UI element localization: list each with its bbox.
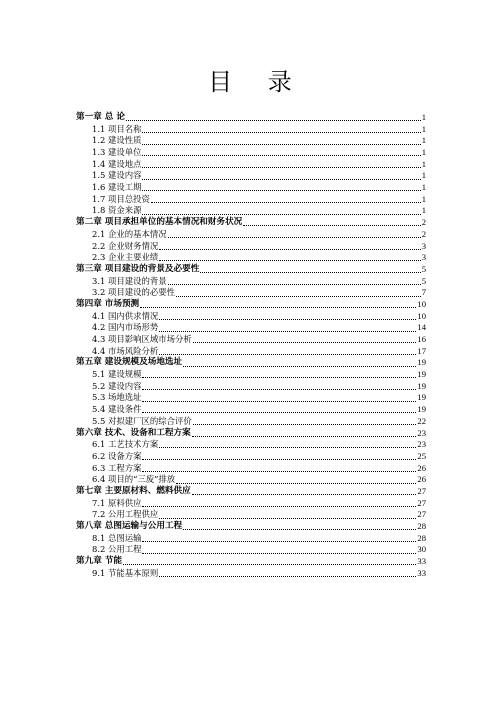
toc-entry-label: 第一章 总 论	[76, 111, 125, 122]
toc-entry-label: 5.4 建设条件	[92, 404, 142, 415]
dot-leader	[159, 517, 416, 519]
toc-page-number: 25	[417, 450, 426, 461]
toc-page-number: 16	[417, 334, 426, 345]
toc-entry-label: 第二章 项目承担单位的基本情况和财务状况	[76, 217, 243, 228]
toc-page-number: 23	[417, 427, 426, 438]
dot-leader	[243, 224, 420, 226]
dot-leader	[183, 528, 416, 530]
toc-chapter-entry[interactable]	[76, 112, 426, 124]
toc-page-number: 10	[417, 310, 426, 321]
toc-entry-label: 1.8 资金来源	[92, 205, 142, 216]
toc-section-entry[interactable]	[76, 287, 426, 299]
toc-section-entry[interactable]	[76, 159, 426, 171]
toc-entry-label: 1.5 建设内容	[92, 170, 142, 181]
toc-entry-label: 2.2 企业财务情况	[92, 240, 159, 251]
toc-entry-label: 5.2 建设内容	[92, 380, 142, 391]
toc-entry-label: 第四章 市场预测	[76, 298, 140, 309]
toc-section-entry[interactable]	[76, 334, 426, 346]
dot-leader	[183, 365, 416, 367]
dot-leader	[142, 411, 416, 413]
toc-section-entry[interactable]	[76, 194, 426, 206]
toc-page-number: 28	[417, 521, 426, 532]
toc-entry-label: 4.4 市场风险分析	[92, 345, 159, 356]
toc-chapter-entry[interactable]	[76, 521, 426, 533]
toc-chapter-entry[interactable]	[76, 556, 426, 568]
toc-page-number: 27	[417, 497, 426, 508]
dot-leader	[176, 295, 421, 297]
toc-entry-label: 4.3 项目影响区域市场分析	[92, 334, 192, 345]
toc-entry-label: 6.2 设备方案	[92, 450, 142, 461]
toc-page-number: 19	[417, 357, 426, 368]
toc-page-number: 26	[417, 474, 426, 485]
toc-page-number: 17	[417, 345, 426, 356]
page-title: 目 录	[208, 68, 306, 96]
table-of-contents	[76, 112, 426, 580]
dot-leader	[142, 388, 416, 390]
dot-leader	[142, 154, 420, 156]
toc-entry-label: 第五章 建设规模及场地选址	[76, 357, 183, 368]
dot-leader	[159, 353, 416, 355]
toc-page-number: 23	[417, 439, 426, 450]
toc-section-entry[interactable]	[76, 311, 426, 323]
toc-page-number: 27	[417, 509, 426, 520]
toc-section-entry[interactable]	[76, 206, 426, 218]
toc-entry-label: 9.1 节能基本原则	[92, 567, 159, 578]
toc-page-number: 1	[421, 182, 426, 193]
toc-page-number: 2	[421, 228, 426, 239]
toc-section-entry[interactable]	[76, 182, 426, 194]
toc-page-number: 19	[417, 392, 426, 403]
dot-leader	[193, 423, 417, 425]
toc-page-number: 19	[417, 369, 426, 380]
dot-leader	[159, 318, 416, 320]
dot-leader	[142, 470, 416, 472]
dot-leader	[193, 341, 417, 343]
toc-page-number: 26	[417, 462, 426, 473]
dot-leader	[142, 189, 420, 191]
dot-leader	[142, 540, 416, 542]
dot-leader	[200, 271, 420, 273]
toc-page-number: 1	[421, 147, 426, 158]
dot-leader	[168, 236, 421, 238]
toc-section-entry[interactable]	[76, 533, 426, 545]
toc-entry-label: 第三章 项目建设的背景及必要性	[76, 263, 200, 274]
toc-entry-label: 7.1 原料供应	[92, 497, 142, 508]
dot-leader	[142, 376, 416, 378]
toc-page-number: 5	[421, 275, 426, 286]
dot-leader	[126, 119, 421, 121]
toc-chapter-entry[interactable]	[76, 299, 426, 311]
toc-entry-label: 6.3 工程方案	[92, 462, 142, 473]
toc-entry-label: 1.7 项目总投资	[92, 193, 150, 204]
toc-section-entry[interactable]	[76, 404, 426, 416]
toc-page-number: 1	[421, 158, 426, 169]
toc-entry-label: 3.1 项目建设的背景	[92, 275, 167, 286]
toc-section-entry[interactable]	[76, 369, 426, 381]
dot-leader	[192, 493, 417, 495]
toc-entry-label: 第七章 主要原材料、燃料供应	[76, 485, 191, 496]
toc-page-number: 19	[417, 404, 426, 415]
dot-leader	[142, 131, 420, 133]
toc-entry-label: 4.2 国内市场形势	[92, 322, 159, 333]
toc-page-number: 1	[421, 123, 426, 134]
toc-entry-label: 1.3 建设单位	[92, 147, 142, 158]
toc-section-entry[interactable]	[76, 170, 426, 182]
toc-entry-label: 5.3 场地选址	[92, 392, 142, 403]
toc-section-entry[interactable]	[76, 322, 426, 334]
toc-page-number: 1	[421, 193, 426, 204]
toc-entry-label: 5.1 建设规模	[92, 369, 142, 380]
toc-entry-label: 1.6 建设工期	[92, 182, 142, 193]
toc-section-entry[interactable]	[76, 568, 426, 580]
dot-leader	[123, 563, 416, 565]
toc-section-entry[interactable]	[76, 544, 426, 556]
toc-section-entry[interactable]	[76, 498, 426, 510]
dot-leader	[142, 505, 416, 507]
toc-section-entry[interactable]	[76, 147, 426, 159]
toc-entry-label: 5.5 对拟建厂区的综合评价	[92, 415, 192, 426]
dot-leader	[159, 446, 416, 448]
toc-chapter-entry[interactable]	[76, 357, 426, 369]
toc-entry-label: 8.2 公用工程	[92, 544, 142, 555]
toc-chapter-entry[interactable]	[76, 428, 426, 440]
toc-chapter-entry[interactable]	[76, 486, 426, 498]
toc-page-number: 3	[421, 240, 426, 251]
toc-section-entry[interactable]	[76, 276, 426, 288]
toc-page-number: 33	[417, 556, 426, 567]
toc-page-number: 19	[417, 380, 426, 391]
toc-entry-label: 3.2 项目建设的必要性	[92, 287, 175, 298]
toc-page-number: 1	[421, 111, 426, 122]
toc-entry-label: 4.1 国内供求情况	[92, 310, 159, 321]
toc-page-number: 7	[421, 287, 426, 298]
toc-chapter-entry[interactable]	[76, 217, 426, 229]
toc-chapter-entry[interactable]	[76, 264, 426, 276]
toc-section-entry[interactable]	[76, 124, 426, 136]
toc-section-entry[interactable]	[76, 451, 426, 463]
toc-section-entry[interactable]	[76, 393, 426, 405]
dot-leader	[159, 575, 416, 577]
dot-leader	[142, 143, 420, 145]
toc-page-number: 14	[417, 322, 426, 333]
toc-page-number: 33	[417, 567, 426, 578]
toc-page-number: 22	[417, 415, 426, 426]
dot-leader	[142, 213, 420, 215]
toc-page-number: 30	[417, 544, 426, 555]
toc-entry-label: 7.2 公用工程供应	[92, 509, 159, 520]
toc-entry-label: 8.1 总图运输	[92, 532, 142, 543]
toc-section-entry[interactable]	[76, 381, 426, 393]
dot-leader	[151, 201, 421, 203]
toc-page-number: 5	[421, 263, 426, 274]
dot-leader	[168, 283, 421, 285]
toc-entry-label: 第八章 总图运输与公用工程	[76, 521, 183, 532]
toc-page-number: 27	[417, 485, 426, 496]
toc-section-entry[interactable]	[76, 241, 426, 253]
toc-section-entry[interactable]	[76, 416, 426, 428]
dot-leader	[176, 482, 416, 484]
toc-entry-label: 6.4 项目的“三废”排放	[92, 474, 176, 485]
toc-entry-label: 1.2 建设性质	[92, 135, 142, 146]
dot-leader	[142, 458, 416, 460]
toc-entry-label: 第六章 技术、设备和工程方案	[76, 427, 191, 438]
toc-entry-label: 6.1 工艺技术方案	[92, 439, 159, 450]
dot-leader	[142, 400, 416, 402]
toc-section-entry[interactable]	[76, 439, 426, 451]
toc-page-number: 2	[421, 217, 426, 228]
dot-leader	[159, 259, 420, 261]
toc-page-number: 1	[421, 135, 426, 146]
dot-leader	[142, 552, 416, 554]
toc-section-entry[interactable]	[76, 346, 426, 358]
toc-page-number: 1	[421, 205, 426, 216]
toc-page-number: 10	[417, 298, 426, 309]
toc-page-number: 1	[421, 170, 426, 181]
toc-entry-label: 第九章 节能	[76, 556, 122, 567]
toc-section-entry[interactable]	[76, 135, 426, 147]
dot-leader	[159, 330, 416, 332]
toc-section-entry[interactable]	[76, 474, 426, 486]
dot-leader	[142, 166, 420, 168]
toc-page-number: 3	[421, 252, 426, 263]
dot-leader	[142, 178, 420, 180]
toc-entry-label: 1.4 建设地点	[92, 158, 142, 169]
toc-page-number: 28	[417, 532, 426, 543]
toc-section-entry[interactable]	[76, 463, 426, 475]
dot-leader	[192, 435, 417, 437]
toc-section-entry[interactable]	[76, 229, 426, 241]
toc-section-entry[interactable]	[76, 252, 426, 264]
dot-leader	[159, 248, 420, 250]
toc-entry-label: 1.1 项目名称	[92, 123, 142, 134]
toc-entry-label: 2.3 企业主要业绩	[92, 252, 159, 263]
toc-entry-label: 2.1 企业的基本情况	[92, 228, 167, 239]
dot-leader	[140, 306, 416, 308]
toc-section-entry[interactable]	[76, 509, 426, 521]
